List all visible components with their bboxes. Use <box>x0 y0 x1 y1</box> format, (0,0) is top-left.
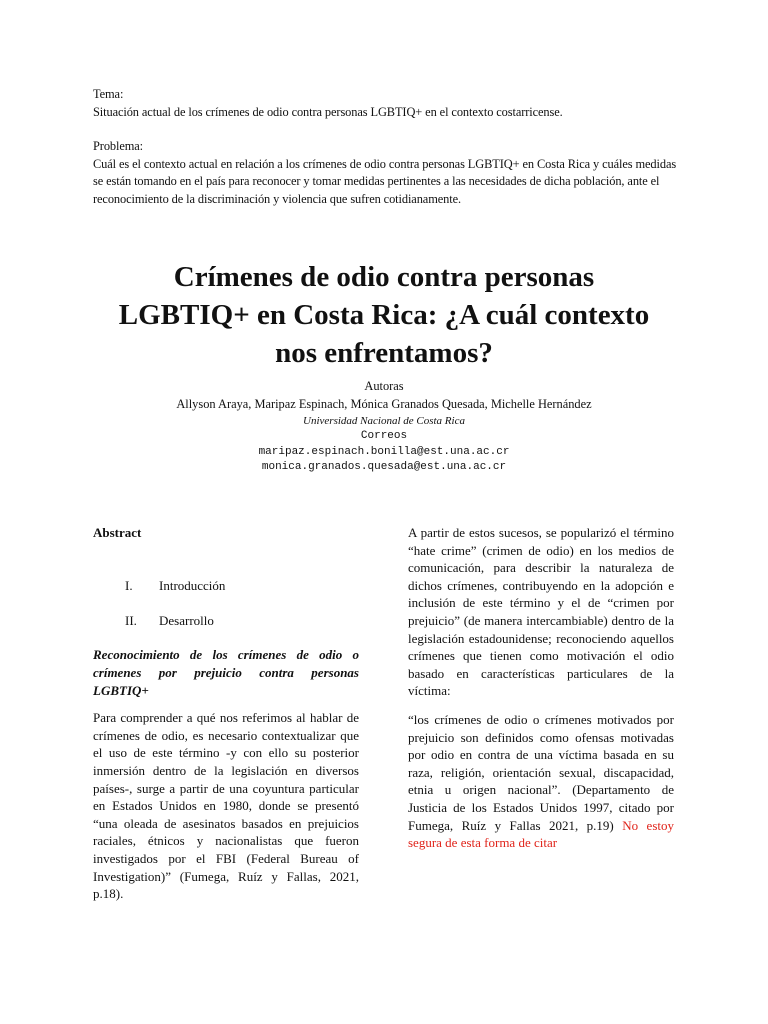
email-1: maripaz.espinach.bonilla@est.una.ac.cr <box>258 445 510 458</box>
email-2: monica.granados.quesada@est.una.ac.cr <box>261 461 507 473</box>
topic-block <box>93 86 683 209</box>
review-comment: No estoy segura de esta forma de citar <box>408 817 674 851</box>
title-line-2: LGBTIQ+ en Costa Rica: ¿A cuál contexto <box>118 299 650 331</box>
toc-label: Introducción <box>159 577 226 593</box>
title-line-1: Crímenes de odio contra personas <box>173 261 595 293</box>
quote-text: “los crímenes de odio o crímenes motivados por prejuicio son definidos como ofensas motivadas por odio en contra de una víctima basada en su raza, religión, orientación sexual, discapacidad, etnia u origen nacional”. (Departamento de Justicia de los Estados Unidos 1997, citado por Fumega, Ruíz y Fallas 2021, p.19) <box>408 711 674 833</box>
tema-label: Tema: <box>93 87 124 101</box>
toc-item-desarrollo <box>93 612 359 630</box>
table-of-contents <box>93 577 359 630</box>
author-block <box>40 377 728 476</box>
problema-label: Problema: <box>93 139 144 154</box>
autoras-label: Autoras <box>364 379 404 393</box>
correos-label: Correos <box>360 430 408 442</box>
section-heading: Reconocimiento de los crímenes de odio o crímenes por prejuicio contra personas LGBTIQ+ <box>93 647 359 698</box>
authors-list: Allyson Araya, Maripaz Espinach, Mónica Granados Quesada, Michelle Hernández <box>176 397 592 411</box>
body-paragraph: Para comprender a qué nos referimos al hablar de crímenes de odio, es necesario contextualizar que el uso de este término -y con ello su posterior inmersión dentro de la legislación en diversos países-, surge a partir de una coyuntura particular en Estados Unidos en 1980, donde se presentó “una oleada de asesinatos basados en prejuicios raciales, étnicos y nacionalistas que fueron investigados por el FBI (Federal Bureau of Investigation)” (Fumega, Ruíz y Fallas, 2021, p.18). <box>93 710 359 902</box>
toc-label: Desarrollo <box>159 612 214 628</box>
right-column <box>408 524 674 852</box>
tema-text: Situación actual de los crímenes de odio contra personas LGBTIQ+ en el contexto costarricense. <box>93 104 563 119</box>
quote-paragraph <box>408 711 674 852</box>
problema-text: Cuál es el contexto actual en relación a los crímenes de odio contra personas LGBTIQ+ en Costa Rica y cuáles medidas se están tomando en el país para reconocer y tomar medidas pertinentes a las necesidades de dicha población, ante el reconocimiento de la discriminación y violencia que sufren cotidianamente. <box>93 156 677 206</box>
title-line-3: nos enfrentamos? <box>275 337 493 369</box>
university-name: Universidad Nacional de Costa Rica <box>303 415 465 427</box>
body-paragraph-1: A partir de estos sucesos, se popularizó el término “hate crime” (crimen de odio) en los medios de comunicación, para describir la naturaleza de dichos crímenes, contribuyendo en la adopción e inclusión de este término y el de “crimen por prejuicio” (de manera intercambiable) dentro de la legislación estadounidense; reconociendo aquellos crímenes que tienen como motivación el odio basado en características particulares de la víctima: <box>408 525 674 699</box>
toc-number: I. <box>125 577 133 593</box>
document-title <box>60 258 708 372</box>
abstract-heading: Abstract <box>93 525 142 540</box>
left-column <box>93 524 359 903</box>
toc-number: II. <box>125 612 137 628</box>
toc-item-introduccion <box>93 577 359 595</box>
